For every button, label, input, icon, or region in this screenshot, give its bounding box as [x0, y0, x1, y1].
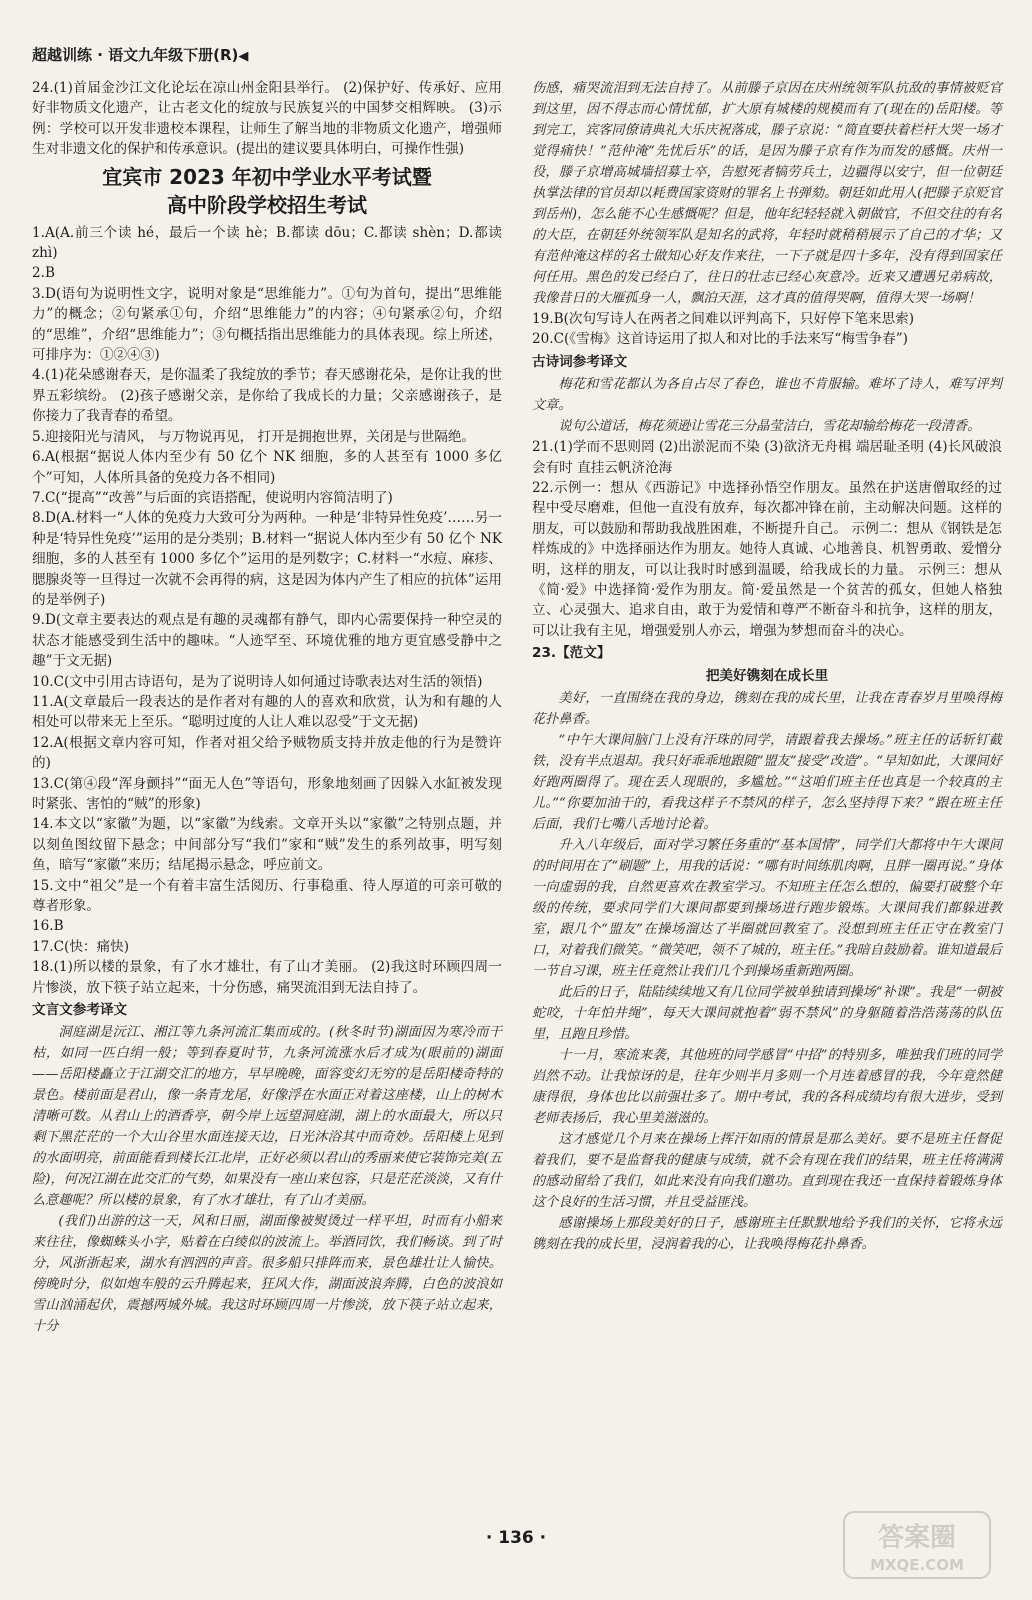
- answer-item: 5.迎接阳光与清风， 与万物说再见， 打开是拥抱世界，关闭是与世隔绝。: [32, 428, 476, 445]
- answer-item: 6.A(根据“据说人体内至少有 50 亿个 NK 细胞，多的人甚至有 1000 多亿个”可知，人体所具备的免疫力各不相同): [32, 449, 502, 486]
- poem-paragraph: 说句公道话，梅花须逊让雪花三分晶莹洁白，雪花却输给梅花一段清香。: [558, 419, 981, 435]
- exam-title-line-2: 高中阶段学校招生考试: [167, 192, 367, 217]
- wenyan-paragraph: 洞庭湖是沅江、湘江等九条河流汇集而成的。(秋冬时节)湖面因为寒冷而干枯，如同一匹白绢一般；等到春夏时节，九条河流涨水后才成为(眼前的)湖面——岳阳楼矗立于江湖交汇的地方，早早晚晚，面容变幻无穷的是岳阳楼奇特的景色。楼前面是君山，像一条青龙尾，好像浮在水面正对着这座楼，山上的树木清晰可数。从君山上的酒香亭，朝今岸上远望洞庭湖，湖上的水面最大，所以只剩下黑茫茫的一个大山谷里水面连接天边，日光沐浴其中而奇妙。岳阳楼上见到的水面明亮，前面能看到楼长江北岸，正好必须以君山的秀丽来使它装饰完美(五险)，何况江湖在此交汇的气势，如果没有一座山来包容，只是茫茫淡淡，又有什么意趣呢？所以楼的景象，有了水才雄壮，有了山才美丽。: [32, 1025, 502, 1209]
- answer-item: 20.C(《雪梅》这首诗运用了拟人和对比的手法来写“梅雪争春”): [532, 331, 908, 348]
- wenyan-paragraph: (我们)出游的这一天，风和日丽，湖面像被熨烫过一样平坦，时而有小船来来往往，像蜘蛛头小字，贴着在白绫似的波流上。举酒同饮，我们畅谈。到了时分，风浙浙起来，湖水有泗泗的声音。很多船只排阵而来，景色雄壮让人愉快。傍晚时分，似如炮车般的云升腾起来，狂风大作，湖面波浪奔腾，白色的波浪如雪山汹涌起伏，震撼两城外城。我这时环顾四周一片惨淡，放下筷子站立起来，十分: [32, 1214, 502, 1335]
- page-number: · 136 ·: [485, 1528, 547, 1548]
- answer-item: 8.D(A.材料一“人体的免疫力大致可分为两种。一种是‘非特异性免疫’……另一种是‘特异性免疫’”运用的是分类别；B.材料一“据说人体内至少有 50 亿个 NK 细胞，多的人甚至有 1000 多亿个”运用的是列数字；C.材料一“水痘、麻疹、腮腺炎等一旦得过一次就不会再得的病，这是因为体内产生了相应的抗体”运用的是举例子): [32, 510, 502, 608]
- answer-item: 13.C(第④段“浑身颤抖”“面无人色”等语句，形象地刻画了因躲入水缸被发现时紧张、害怕的“贼”的形象): [32, 775, 502, 812]
- header-title: 超越训练 · 语文九年级下册(R): [32, 46, 239, 64]
- page-header: [32, 44, 248, 65]
- poem-paragraph: 梅花和雪花都认为各自占尽了春色，谁也不肯服输。难坏了诗人，难写评判文章。: [532, 377, 1002, 414]
- essay-paragraph: “中午大课间脑门上没有汗珠的同学，请跟着我去操场。”班主任的话斩钉截铁，没有半点退却。我只好乖乖地跟随“盟友”接受“改造”。“早知如此，大课间好好跑两圈得了。现在丢人现眼的，多尴尬。”“这咱们班主任也真是一个较真的主儿。”“你要加油干的，看我这样子不禁风的样子，怎么坚持得下来？”跟在班主任后面，我们七嘴八舌地讨论着。: [532, 733, 1002, 833]
- essay-paragraph: 十一月，寒流来袭，其他班的同学感冒“中招”的特别多，唯独我们班的同学岿然不动。让我惊讶的是，往年少则半月多则一个月连着感冒的我，今年竟然健康得很，身体也比以前强壮多了。期中考试，我的各科成绩均有很大进步，受到老师表扬后，我心里美滋滋的。: [532, 1048, 1002, 1127]
- wenyan-heading: 文言文参考译文: [32, 1002, 128, 1019]
- answer-item: 18.(1)所以楼的景象，有了水才雄壮，有了山才美丽。 (2)我这时环顾四周一片惨淡，放下筷子站立起来，十分伤感，痛哭流泪到无法自持了。: [32, 959, 502, 996]
- answer-item: 17.C(快：痛快): [32, 938, 130, 955]
- answer-item: 2.B: [32, 265, 55, 282]
- answer-item: 19.B(次句写诗人在两者之间难以评判高下，只好停下笔来思索): [532, 311, 915, 327]
- answer-item: 9.D(文章主要表达的观点是有趣的灵魂都有静气，即内心需要保持一种空灵的状态才能感受到生活中的趣味。“人迹罕至、环境优雅的地方更宜感受静中之趣”于文无据): [32, 612, 502, 670]
- essay-paragraph: 升入八年级后，面对学习繁任务重的“基本国情”，同学们大都将中午大课间的时间用在了“刷题”上，用我的话说：“哪有时间练肌肉啊，且胖一圈再说。”身体一向虚弱的我，自然更喜欢在教室学习。不知班主任怎么想的，偏要打破整个年级的传统，要求同学们大课间都要到操场进行跑步锻炼。大课间我们都躲进教室，跟几个“盟友”在操场溜达了半圈就回教室了。没想到班主任正守在教室门口，对着我们微笑。“微笑吧，领不了城的，班主任。”我暗自鼓励着。谁知道最后一节自习课，班主任竟然让我们几个到操场重新跑两圈。: [532, 838, 1002, 980]
- answer-item: 11.A(文章最后一段表达的是作者对有趣的人的喜欢和欣赏，认为和有趣的人相处可以带来无上至乐。“聪明过度的人让人难以忍受”于文无据): [32, 693, 502, 731]
- essay-paragraph: 感谢操场上那段美好的日子，感谢班主任默默地给予我们的关怀，它将永远镌刻在我的成长里，浸润着我的心，让我唤得梅花扑鼻香。: [532, 1216, 1002, 1253]
- essay-title: 把美好镌刻在成长里: [705, 667, 829, 684]
- essay-paragraph: 这才感觉几个月来在操场上挥汗如雨的情景是那么美好。要不是班主任督促着我们，要不是监督我的健康与成绩，就不会有现在我们的结果，班主任将满满的感动留给了我们，如此来没有向我们邀功。直到现在我还一直保持着锻炼身体这个良好的生活习惯，并且受益匪浅。: [532, 1132, 1002, 1211]
- svg-text:答案圈: 答案圈: [877, 1523, 957, 1553]
- answer-item: 7.C(“提高”“改善”与后面的宾语搭配，使说明内容简洁明了): [32, 489, 393, 506]
- watermark-logo: [842, 1510, 992, 1580]
- poem-heading: 古诗词参考译文: [532, 353, 628, 370]
- answer-item: 16.B: [32, 918, 64, 935]
- answer-item: 24.(1)首届金沙江文化论坛在凉山州金阳县举行。 (2)保护好、传承好、应用好非物质文化遗产，让古老文化的绽放与民族复兴的中国梦交相辉映。 (3)示例：学校可以开发非遗校本课程，让师生了解当地的非物质文化遗产，增强师生对非遗文化的保护和传承意识。(提出的建议要具体明白，可操作性强): [32, 80, 502, 158]
- answer-item: 22.示例一：想从《西游记》中选择孙悟空作朋友。虽然在护送唐僧取经的过程中受尽磨难，但他一直没有放弃，每次都冲锋在前，主动解决问题。这样的朋友，可以鼓励和帮助我战胜困难，不断提升自己。 示例二：想从《钢铁是怎样炼成的》中选择丽达作为朋友。她待人真诚、心地善良、机智勇敢、爱憎分明，这样的朋友，可以让我时时感到温暖，给我成长的力量。 示例三：想从《简·爱》中选择简·爱作为朋友。简·爱虽然是一个贫苦的孤女，但她人格独立、心灵强大、追求自由，敢于为爱情和尊严不断奋斗和抗争，这样的朋友，可以让我有主见，增强爱别人亦云，增强为梦想而奋斗的决心。: [532, 480, 1002, 639]
- item-23-label: 23.【范文】: [532, 645, 611, 662]
- answer-item: 21.(1)学而不思则罔 (2)出淤泥而不染 (3)欲济无舟楫 端居耻圣明 (4)长风破浪会有时 直挂云帆济沧海: [532, 439, 1002, 476]
- answer-item: 4.(1)花朵感谢春天，是你温柔了我绽放的季节；春天感谢花朵，是你让我的世界五彩缤纷。 (2)孩子感谢父亲，是你给了我成长的力量；父亲感谢孩子，是你接力了我青春的希望。: [32, 367, 502, 425]
- wenyan-continued: 伤感，痛哭流泪到无法自持了。从前滕子京因在庆州统领军队抗敌的事情被贬官到这里，因不得志而心情忧郁，扩大原有城楼的规模而有了(现在的)岳阳楼。等到完工，宾客同僚请典礼大乐庆祝落成，滕子京说：“简直要扶着栏杆大哭一场才觉得痛快！”范仲淹“先忧后乐”的话，是因为滕子京有作为而发的感慨。庆州一役，滕子京增高城墙招募士卒，告慰死者犒劳兵士，边疆得以安宁，但一位朝廷执掌法律的官员却以耗费国家资财的罪名上书弹劾。朝廷如此用人(把滕子京贬官到岳州)，怎么能不心生感慨呢？但是，他年纪轻轻就入朝做官，不但交往的有名的大臣，在朝廷外统领军队是知名的武将，年轻时就稍稍展示了自己的才华；又有范仲淹这样的名士做知心好友作来往，一下子就是四十多年，没有得到国家任何任用。黑色的发已经白了，往日的壮志已经心灰意冷。近来又遭遇兄弟病故，我像昔日的大雁孤身一人，飘泊天涯，这才真的值得哭啊，值得大哭一场啊！: [532, 81, 1002, 306]
- exam-title: [32, 163, 502, 219]
- essay-paragraph: 美好，一直围绕在我的身边，镌刻在我的成长里，让我在青春岁月里唤得梅花扑鼻香。: [532, 691, 1002, 728]
- left-column: [32, 78, 502, 1337]
- answer-item: 3.D(语句为说明性文字，说明对象是“思维能力”。①句为首句，提出“思维能力”的概念；②句紧承①句，介绍“思维能力”的内容；④句紧承②句，介绍的“思维”，介绍“思维能力”；③句概括指出思维能力的具体表现。综上所述，可排序为：①②④③): [32, 285, 502, 364]
- answer-item: 10.C(文中引用古诗语句，是为了说明诗人如何通过诗歌表达对生活的领悟): [32, 673, 483, 690]
- svg-text:MXQE.COM: MXQE.COM: [870, 1556, 964, 1574]
- header-marker: ◀: [238, 49, 249, 64]
- answer-item: 14.本文以“家徽”为题，以“家徽”为线索。文章开头以“家徽”之特别点题，并以刻鱼图纹留下悬念；中间部分写“我们”家和“贼”发生的系列故事，明写刻鱼，暗写“家徽”来历；结尾揭示悬念，呼应前文。: [32, 816, 502, 874]
- essay-paragraph: 此后的日子，陆陆续续地又有几位同学被单独请到操场“补课”。我是“一朝被蛇咬，十年怕井绳”，每天大课间就抱着“弱不禁风”的身躯随着浩浩荡荡的队伍里，且跑且珍惜。: [532, 985, 1002, 1043]
- exam-title-line-1: 宜宾市 2023 年初中学业水平考试暨: [102, 164, 432, 189]
- answer-item: 1.A(A.前三个读 hé，最后一个读 hè；B.都读 dōu；C.都读 shèn；D.都读 zhì): [32, 224, 502, 262]
- answer-item: 15.文中“祖父”是一个有着丰富生活阅历、行事稳重、待人厚道的可亲可敬的尊者形象。: [32, 877, 502, 915]
- right-column: [532, 78, 1002, 1255]
- answer-item: 12.A(根据文章内容可知，作者对祖父给予贼物质支持并放走他的行为是赞许的): [32, 734, 502, 772]
